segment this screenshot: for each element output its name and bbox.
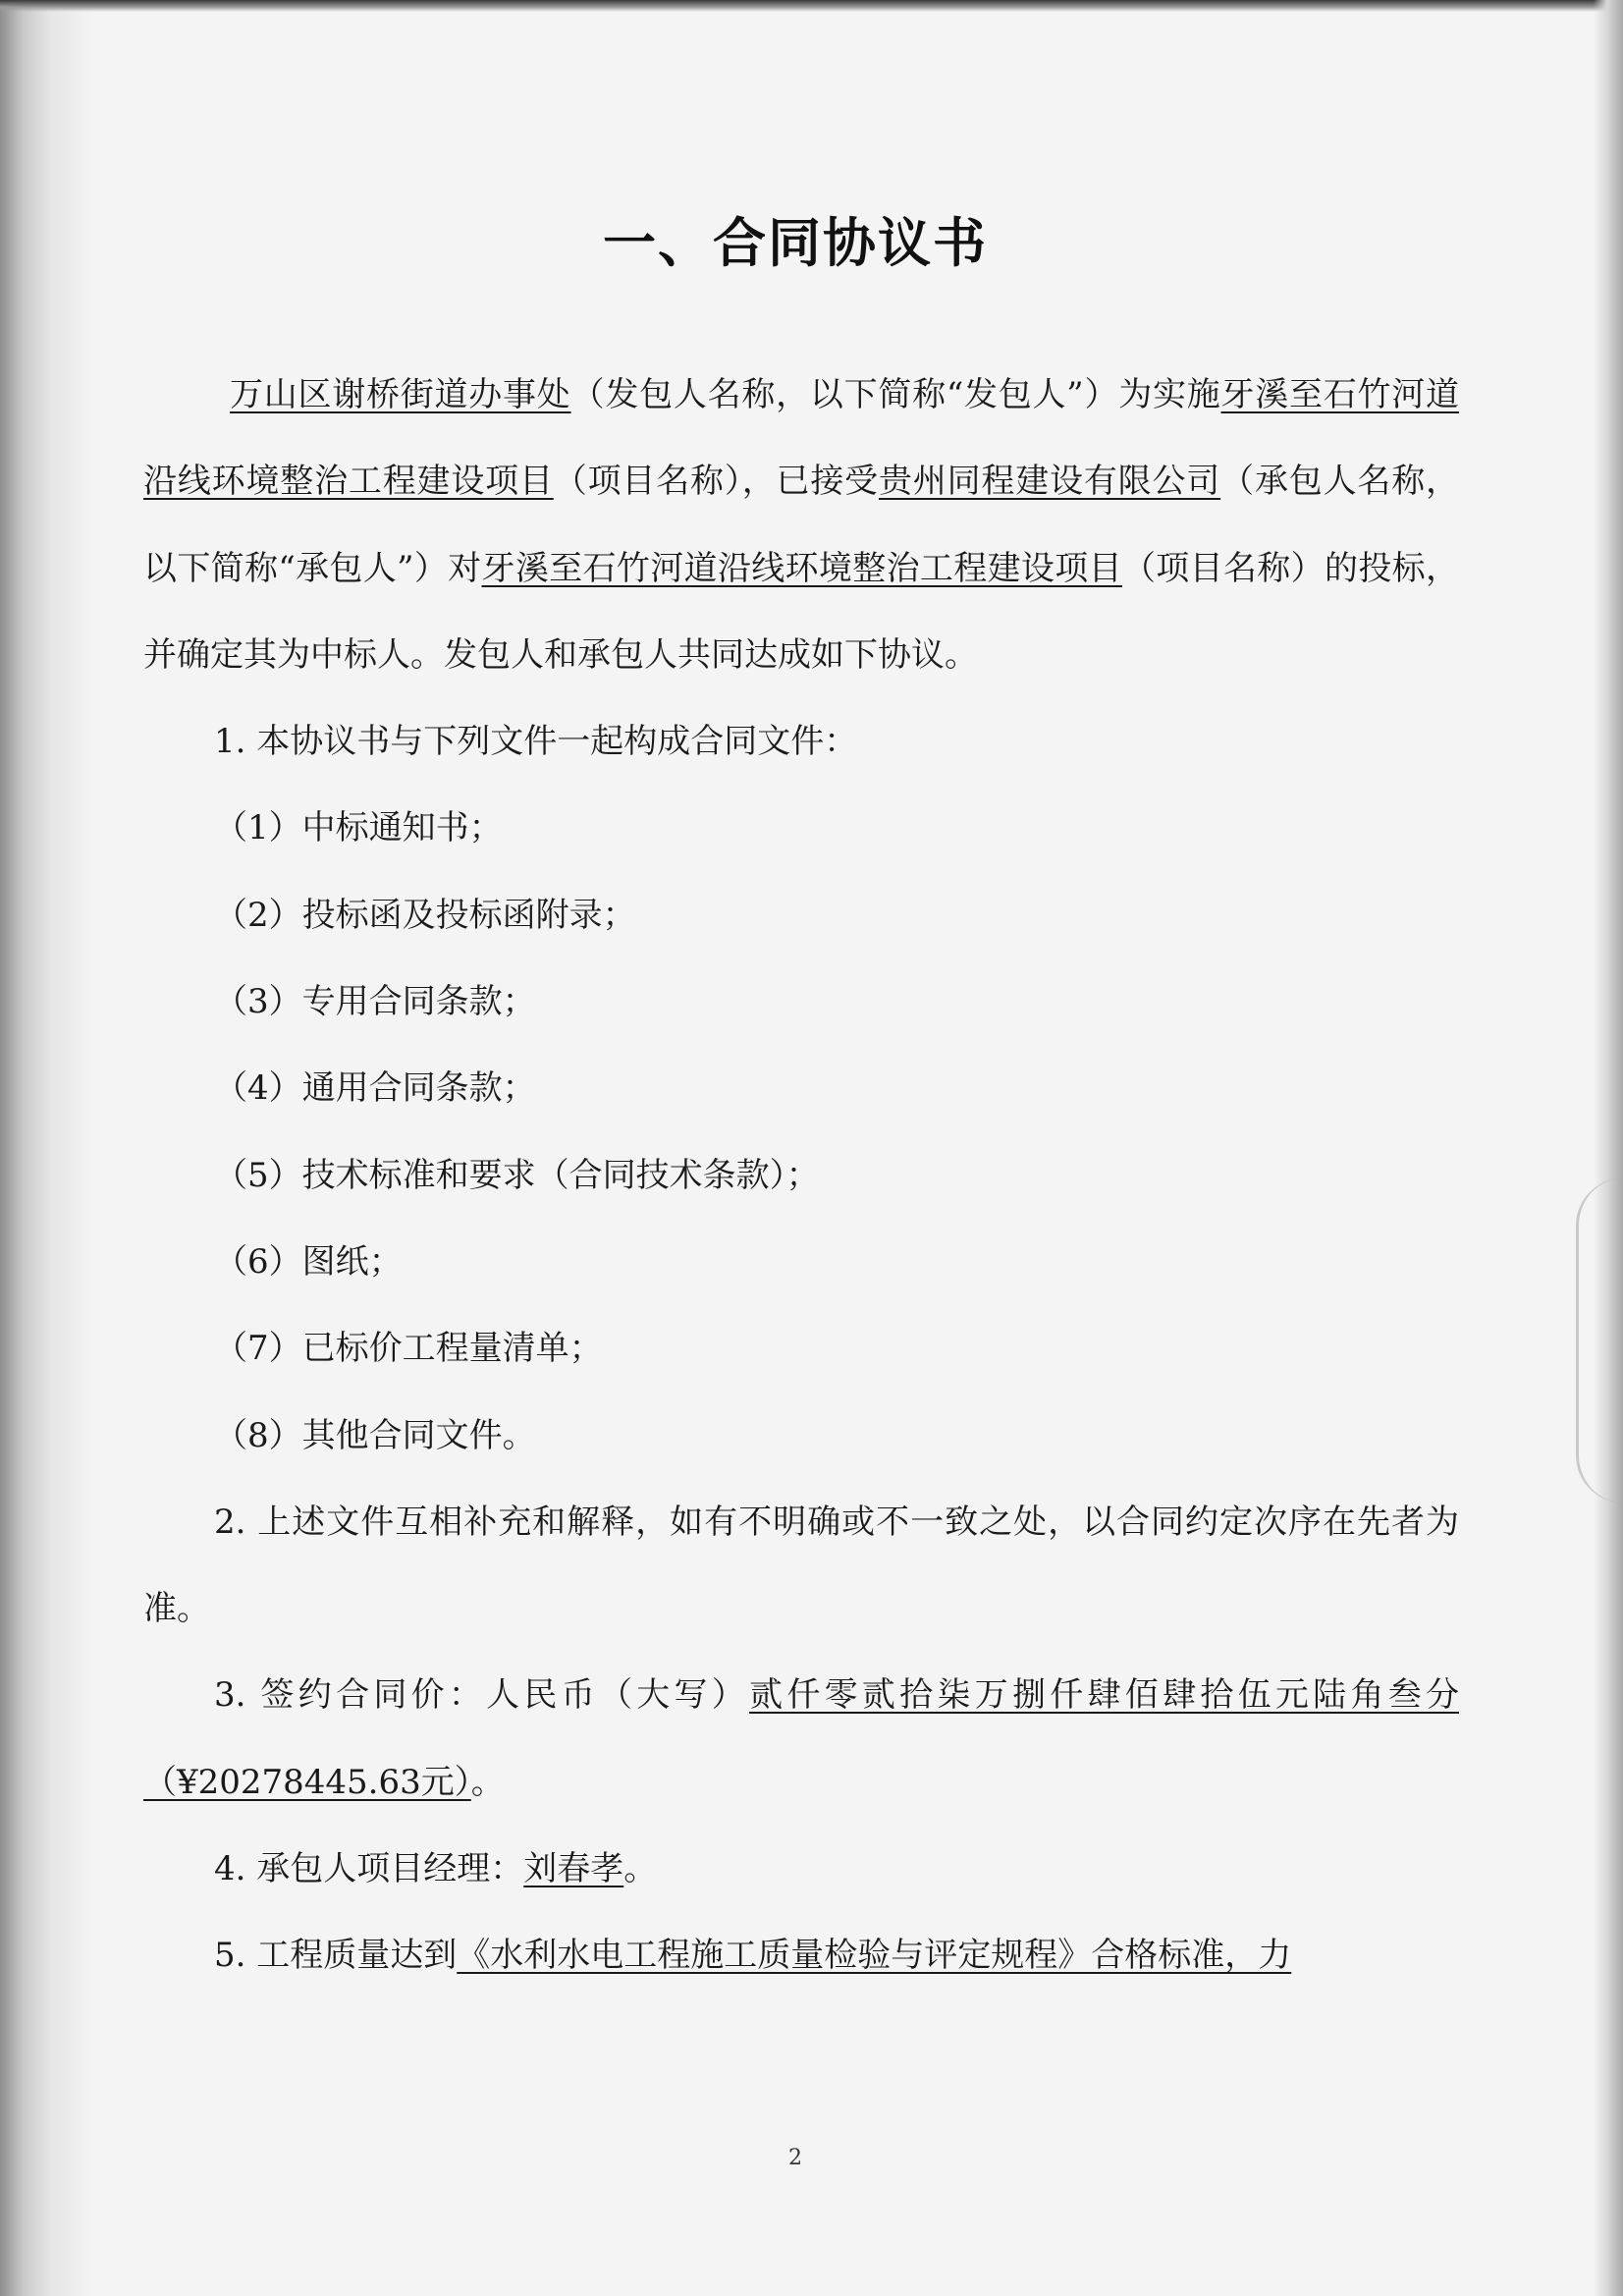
intro-text-1: （发包人名称，以下简称“发包人”）为实施 bbox=[570, 375, 1221, 414]
document-list-item: （8）其他合同文件。 bbox=[214, 1415, 536, 1455]
employer-name: 万山区谢桥街道办事处 bbox=[230, 375, 571, 414]
document-list-item: （1）中标通知书； bbox=[214, 808, 503, 848]
clause-5-prefix: 5. 工程质量达到 bbox=[214, 1936, 458, 1976]
document-list-item: （4）通用合同条款； bbox=[214, 1068, 536, 1109]
clause-2: 2. 上述文件互相补充和解释，如有不明确或不一致之处，以合同约定次序在先者为准。 bbox=[143, 1502, 1459, 1629]
contractor-name: 贵州同程建设有限公司 bbox=[878, 462, 1221, 502]
contract-body bbox=[143, 352, 1459, 1999]
clause-4-suffix: 。 bbox=[623, 1849, 658, 1889]
clause-1: 1. 本协议书与下列文件一起构成合同文件： bbox=[214, 722, 858, 762]
clause-3-suffix: 。 bbox=[470, 1762, 505, 1802]
project-manager: 刘春孝 bbox=[523, 1849, 624, 1889]
project-name-1: 牙溪至石竹河道沿线环境整治工程建设项目 bbox=[143, 375, 1460, 502]
clause-4 bbox=[143, 1826, 1459, 1912]
intro-text-4: （项目名称）的投标，并确定其为中标人。发包人和承包人共同达成如下协议。 bbox=[143, 548, 1460, 675]
clause-3 bbox=[143, 1652, 1459, 1826]
page-title: 一、合同协议书 bbox=[603, 212, 988, 274]
document-list-item: （3）专用合同条款； bbox=[214, 982, 536, 1022]
page-number: 2 bbox=[788, 2146, 802, 2170]
clause-3-prefix: 3. 签约合同价：人民币（大写） bbox=[214, 1675, 750, 1716]
contract-price: 贰仟零贰拾柒万捌仟肆佰肆拾伍元陆角叁分（¥20278445.63元） bbox=[143, 1675, 1459, 1802]
clause-4-prefix: 4. 承包人项目经理： bbox=[214, 1849, 524, 1889]
intro-paragraph bbox=[143, 352, 1459, 698]
intro-text-2: （项目名称），已接受 bbox=[553, 462, 879, 502]
intro-text-3: （承包人名称，以下简称“承包人”）对 bbox=[143, 462, 1460, 588]
document-list-item: （7）已标价工程量清单； bbox=[214, 1329, 603, 1369]
project-name-2: 牙溪至石竹河道沿线环境整治工程建设项目 bbox=[481, 548, 1122, 588]
clause-5 bbox=[143, 1912, 1459, 1998]
document-list-item: （5）技术标准和要求（合同技术条款）； bbox=[214, 1155, 820, 1195]
document-list-item: （2）投标函及投标函附录； bbox=[214, 895, 636, 935]
document-list-item: （6）图纸； bbox=[214, 1241, 403, 1282]
quality-standard: 《水利水电工程施工质量检验与评定规程》合格标准，力 bbox=[457, 1936, 1292, 1976]
